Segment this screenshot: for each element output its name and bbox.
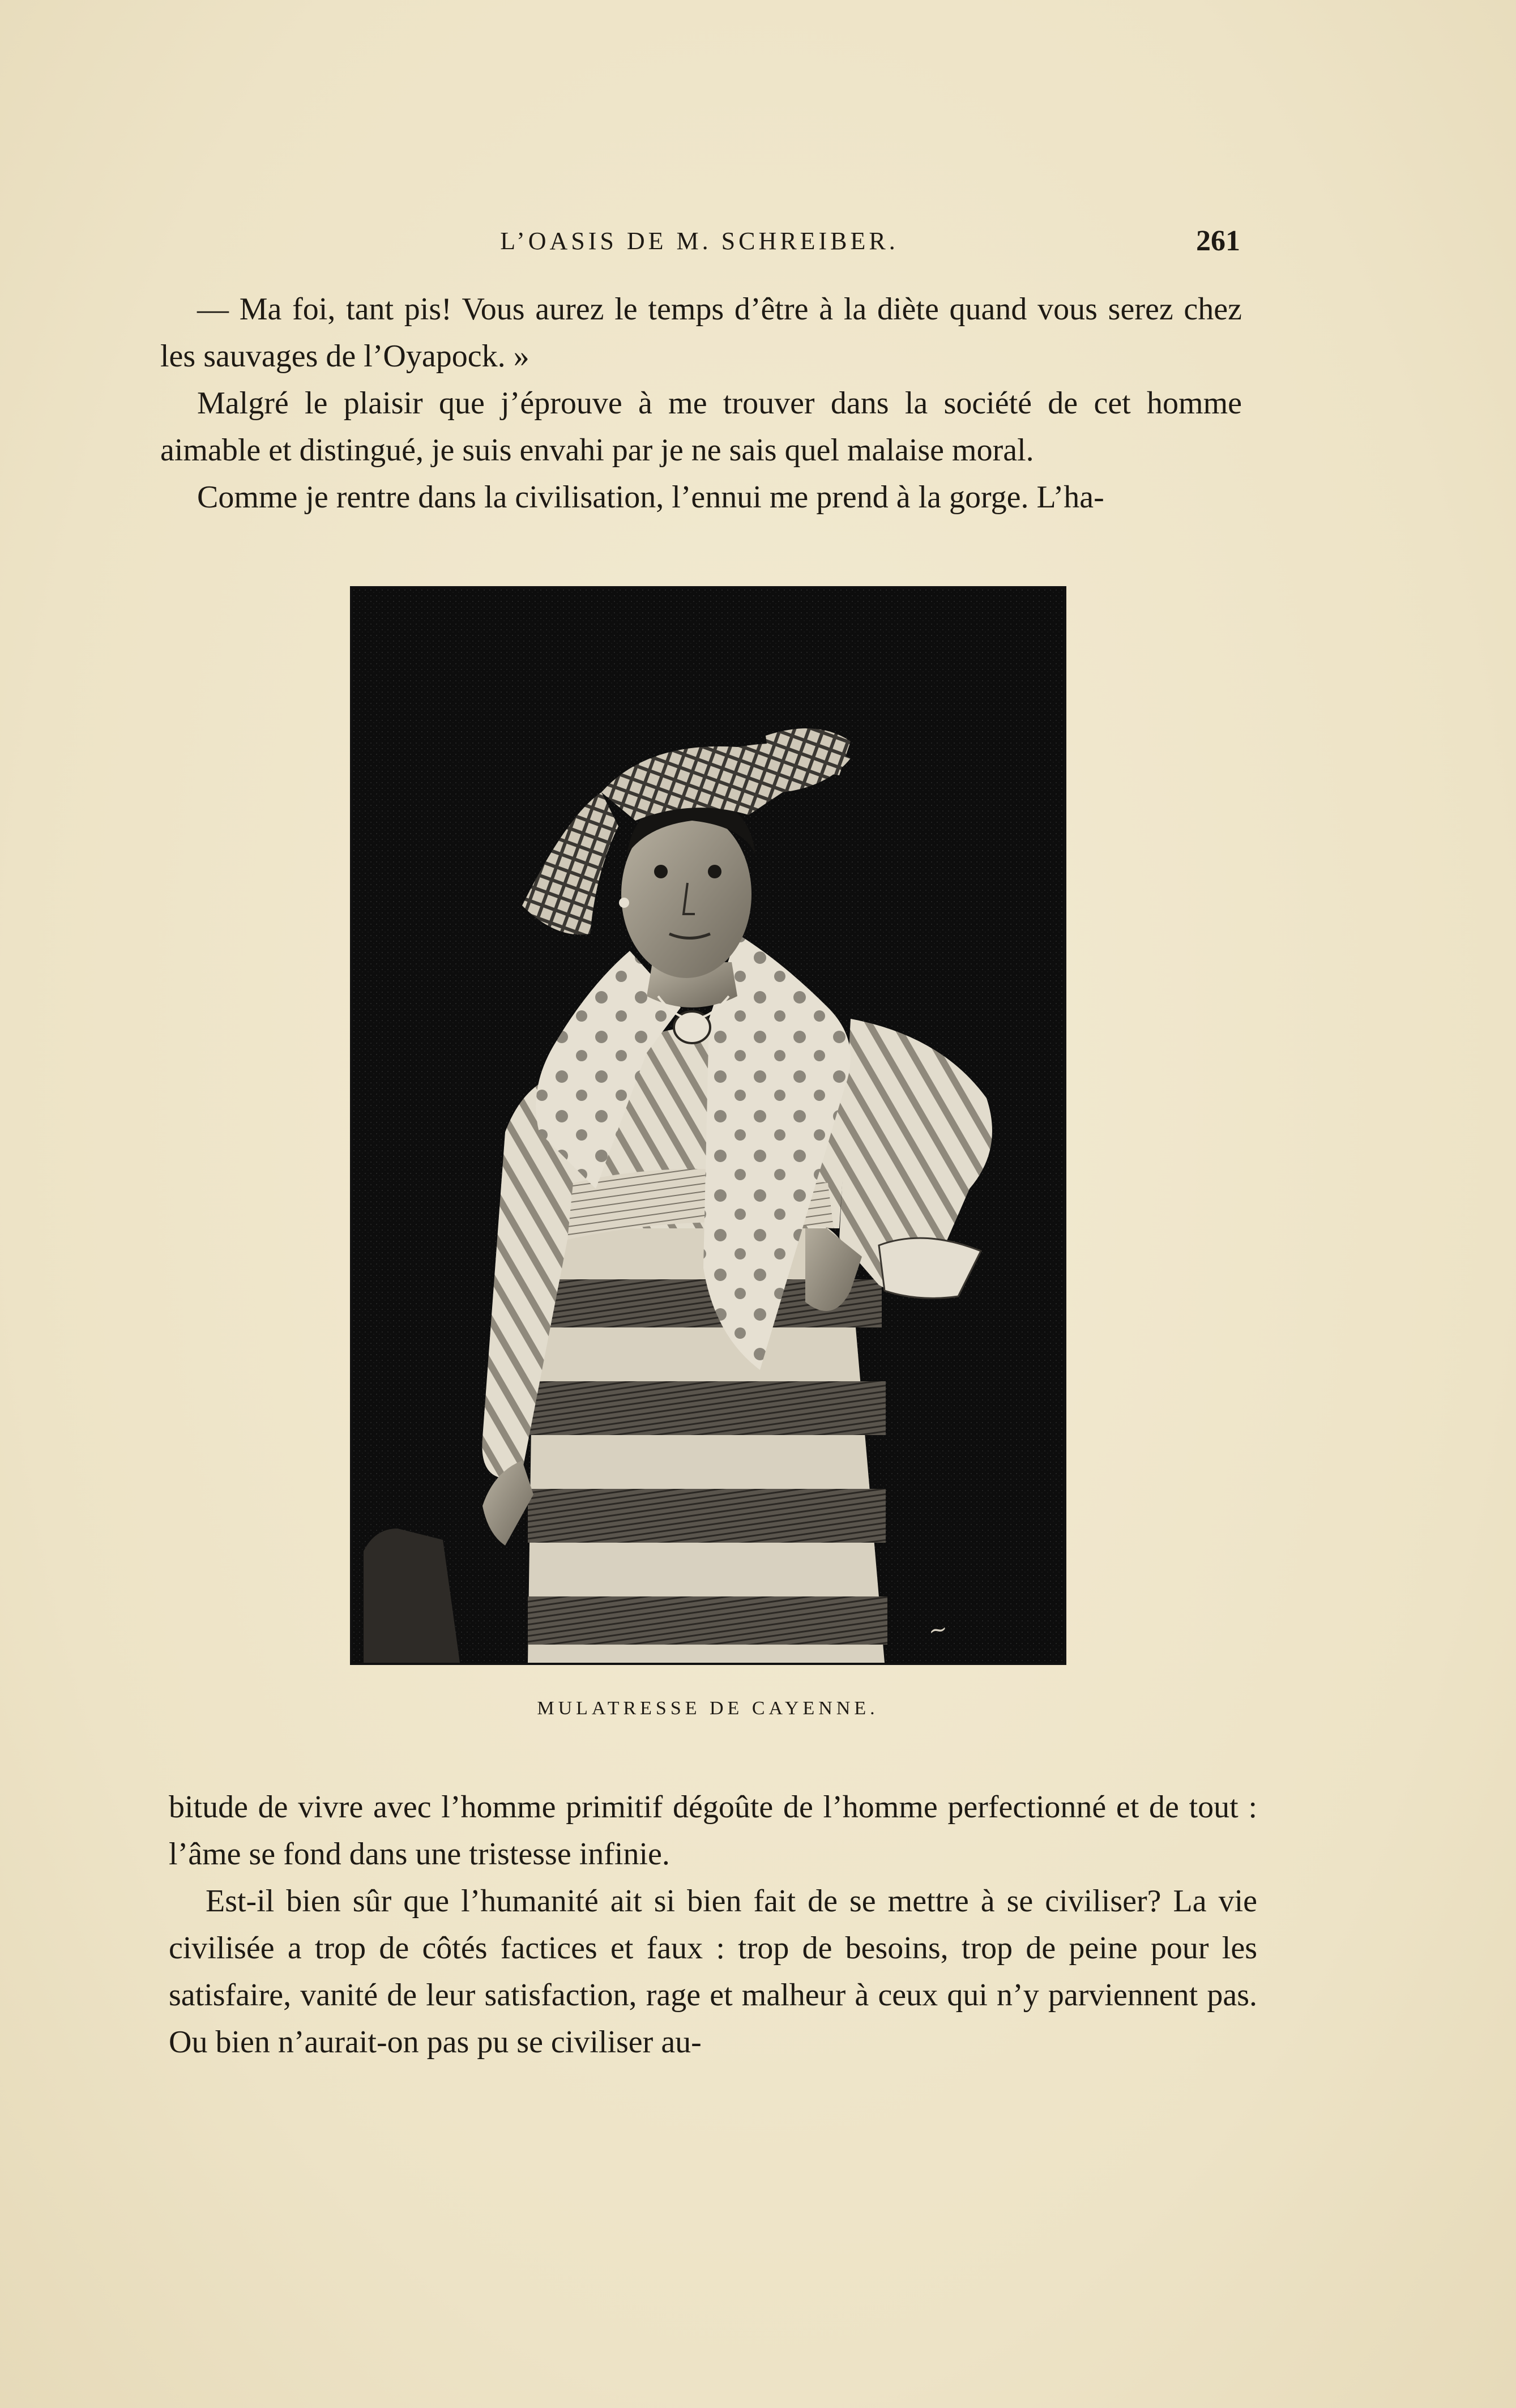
- body-text-top: [160, 286, 1242, 521]
- running-title: L’OASIS DE M. SCHREIBER.: [500, 227, 899, 255]
- engraving-illustration: [350, 586, 1066, 1665]
- paragraph: — Ma foi, tant pis! Vous aurez le temps d’être à la diète quand vous serez chez les sauvages de l’Oyapock. »: [160, 292, 1242, 374]
- engraver-signature: ~: [926, 1615, 950, 1645]
- paragraph: Malgré le plaisir que j’éprouve à me trouver dans la société de cet homme aimable et distingué, je suis envahi par je ne sais quel malaise moral.: [160, 386, 1242, 468]
- paragraph: Comme je rentre dans la civilisation, l’ennui me prend à la gorge. L’ha-: [197, 480, 1104, 515]
- left-eye: [654, 865, 668, 878]
- body-text-bottom: [169, 1784, 1257, 2066]
- earring: [619, 898, 629, 908]
- paragraph: Est-il bien sûr que l’humanité ait si bien fait de se mettre à se civiliser? La vie civilisée a trop de côtés factices et faux : trop de besoins, trop de peine pour les satisfaire, vanité de leur satisfaction, rage et malheur à ceux qui n’y parviennent pas. Ou bien n’aurait-on pas pu se civiliser au-: [169, 1884, 1257, 2060]
- paragraph: bitude de vivre avec l’homme primitif dégoûte de l’homme perfectionné et de tout : l’âme se fond dans une tristesse infinie.: [169, 1790, 1257, 1872]
- engraving-portrait: [352, 588, 1064, 1663]
- figure-caption: MULATRESSE DE CAYENNE.: [537, 1698, 879, 1719]
- page-number: 261: [1196, 225, 1240, 257]
- headwrap-knot: [766, 728, 851, 775]
- running-head: [159, 227, 1240, 266]
- right-eye: [708, 865, 721, 878]
